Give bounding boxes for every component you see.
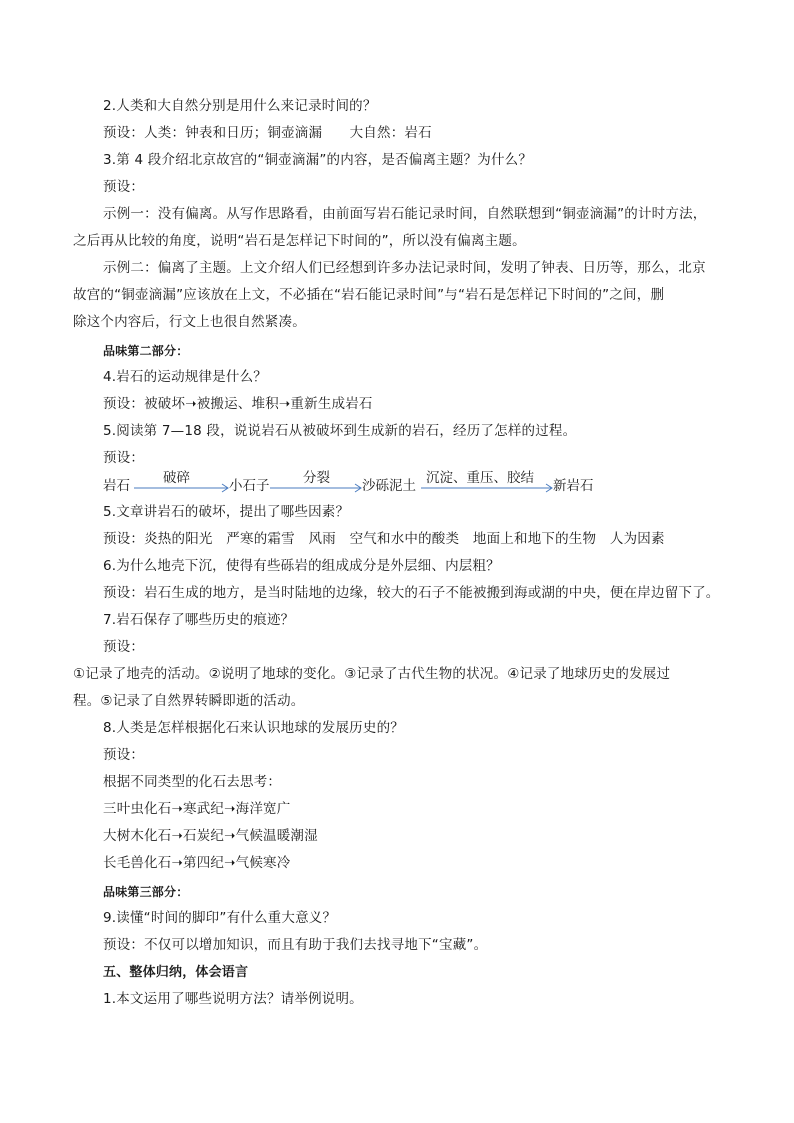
answer-8-mammoth: 长毛兽化石➝第四纪➝气候寒冷 <box>103 855 291 871</box>
question-2: 2.人类和大自然分别是用什么来记录时间的？ <box>103 98 377 114</box>
flow-edge-label-split: 分裂 <box>303 470 330 486</box>
section-heading-part-2: 品味第二部分： <box>103 344 189 358</box>
answer-8-trilobite: 三叶虫化石➝寒武纪➝海洋宽广 <box>103 801 291 817</box>
answer-4: 预设：被破坏➝被搬运、堆积➝重新生成岩石 <box>103 396 373 412</box>
answer-3-label: 预设： <box>103 179 145 195</box>
section-heading-5: 五、整体归纳，体会语言 <box>103 965 249 980</box>
question-last: 1.本文运用了哪些说明方法？请举例说明。 <box>103 991 363 1007</box>
example-2-line-3: 除这个内容后，行文上也很自然紧凑。 <box>73 314 306 330</box>
flow-node-new-rock: 新岩石 <box>553 478 594 494</box>
question-5: 5.阅读第 7—18 段，说说岩石从被破坏到生成新的岩石，经历了怎样的过程。 <box>103 423 577 439</box>
answer-8-tree: 大树木化石➝石炭纪➝气候温暖潮湿 <box>103 828 318 844</box>
answer-8-intro: 根据不同类型的化石去思考： <box>103 774 282 790</box>
answer-5-label: 预设： <box>103 450 145 466</box>
question-8: 8.人类是怎样根据化石来认识地球的发展历史的？ <box>103 720 404 736</box>
answer-7-label: 预设： <box>103 639 145 655</box>
answer-8-label: 预设： <box>103 747 145 763</box>
question-3: 3.第 4 段介绍北京故宫的“铜壶滴漏”的内容，是否偏离主题？为什么？ <box>103 152 533 168</box>
flow-arrow-2 <box>270 484 361 492</box>
question-4: 4.岩石的运动规律是什么？ <box>103 369 267 385</box>
flow-node-rock: 岩石 <box>103 478 130 494</box>
example-1-line-1: 示例一：没有偏离。从写作思路看，由前面写岩石能记录时间，自然联想到“铜壶滴漏”的计时方法， <box>103 206 707 222</box>
flow-node-pebbles: 小石子 <box>229 478 270 494</box>
answer-9: 预设：不仅可以增加知识，而且有助于我们去找寻地下“宝藏”。 <box>103 937 488 953</box>
question-9: 9.读懂“时间的脚印”有什么重大意义？ <box>103 910 337 926</box>
answer-7-line-2: 程。⑤记录了自然界转瞬即逝的活动。 <box>73 693 305 709</box>
flow-edge-label-break: 破碎 <box>163 470 190 486</box>
flow-node-sand-mud: 沙砾泥土 <box>362 478 416 494</box>
question-5b: 5.文章讲岩石的破坏，提出了哪些因素？ <box>103 504 350 520</box>
example-1-line-2: 之后再从比较的角度，说明“岩石是怎样记下时间的”，所以没有偏离主题。 <box>73 233 526 249</box>
question-7: 7.岩石保存了哪些历史的痕迹？ <box>103 612 295 628</box>
answer-7-line-1: ①记录了地壳的活动。②说明了地球的变化。③记录了古代生物的状况。④记录了地球历史的发展过 <box>73 666 671 682</box>
answer-5b: 预设：炎热的阳光 严寒的霜雪 风雨 空气和水中的酸类 地面上和地下的生物 人为因素 <box>103 531 665 547</box>
flow-edge-label-deposit: 沉淀、重压、胶结 <box>426 470 534 486</box>
answer-2: 预设：人类：钟表和日历；铜壶滴漏 大自然：岩石 <box>103 125 432 141</box>
example-2-line-2: 故宫的“铜壶滴漏”应该放在上文，不必插在“岩石能记录时间”与“岩石是怎样记下时间的”之间，删 <box>73 287 665 303</box>
question-6: 6.为什么地壳下沉，使得有些砾岩的组成成分是外层细、内层粗？ <box>103 558 500 574</box>
answer-6: 预设：岩石生成的地方，是当时陆地的边缘，较大的石子不能被搬到海或湖的中央，便在岸边留下了。 <box>103 585 720 601</box>
flow-arrow-3 <box>421 484 552 492</box>
section-heading-part-3: 品味第三部分： <box>103 885 189 899</box>
example-2-line-1: 示例二：偏离了主题。上文介绍人们已经想到许多办法记录时间，发明了钟表、日历等，那么，北京 <box>103 260 706 276</box>
flow-arrow-1 <box>134 484 228 492</box>
